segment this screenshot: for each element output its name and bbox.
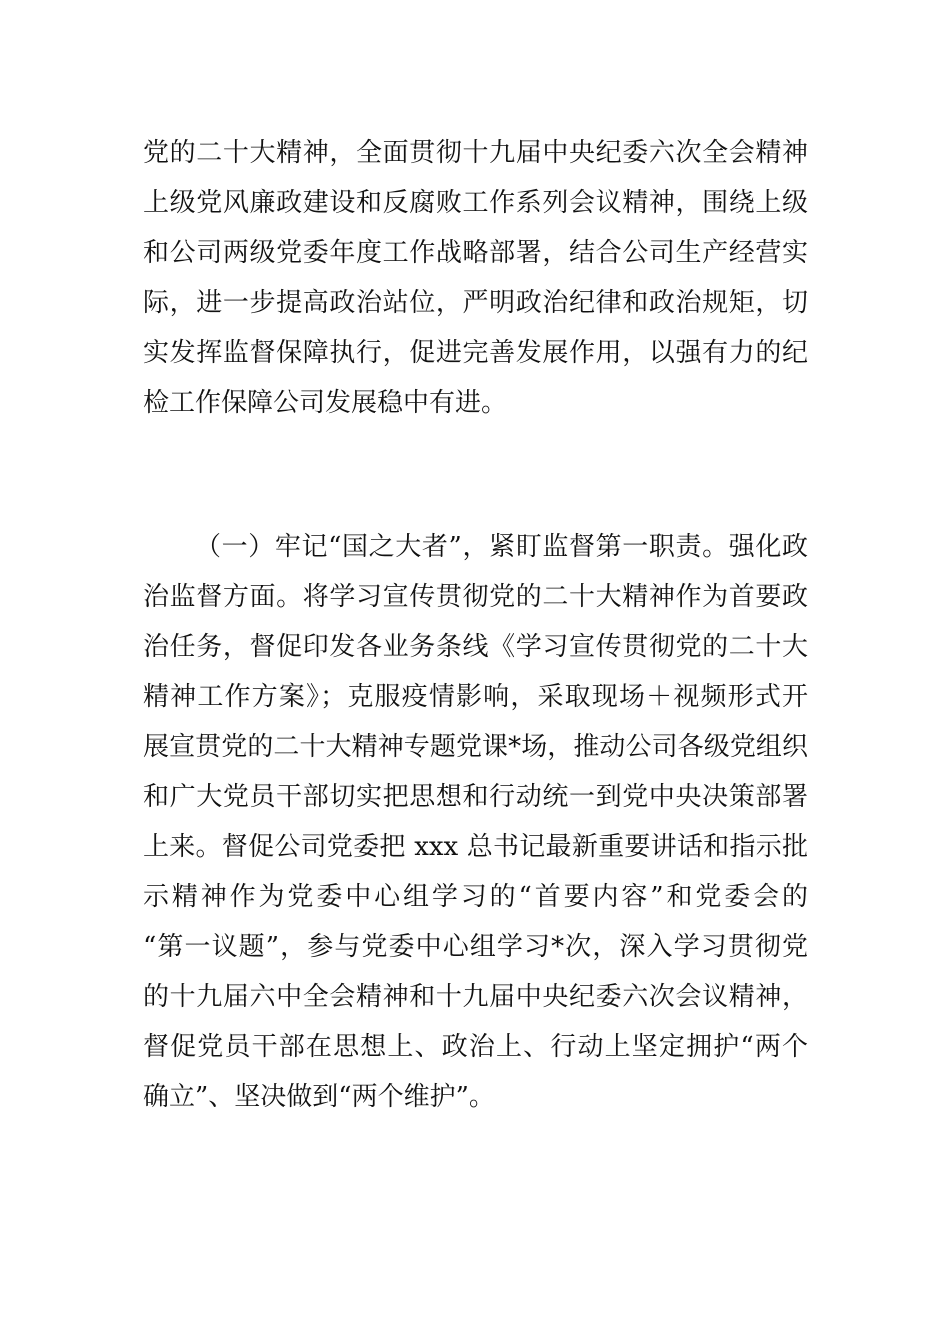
text-line: 检工作保障公司发展稳中有进。 <box>143 388 508 418</box>
paragraph-intro <box>143 128 808 428</box>
text-line: 督促党员干部在思想上、政治上、行动上坚定拥护“两个 <box>143 1032 808 1062</box>
text-line: 治监督方面。将学习宣传贯彻党的二十大精神作为首要政 <box>143 582 808 612</box>
text-line: 的十九届六中全会精神和十九届中央纪委六次会议精神， <box>143 982 808 1012</box>
text-line: 实发挥监督保障执行，促进完善发展作用，以强有力的纪 <box>143 338 808 368</box>
text-line: 治任务，督促印发各业务条线《学习宣传贯彻党的二十大 <box>143 632 808 662</box>
paragraph-section-one <box>143 522 808 1122</box>
text-line: 和公司两级党委年度工作战略部署，结合公司生产经营实 <box>143 238 808 268</box>
text-line: 精神工作方案》；克服疫情影响，采取现场＋视频形式开 <box>143 682 808 712</box>
text-line: 展宣贯党的二十大精神专题党课*场，推动公司各级党组织 <box>143 732 808 762</box>
text-line: 上级党风廉政建设和反腐败工作系列会议精神，围绕上级 <box>143 188 808 218</box>
text-line: 确立”、坚决做到“两个维护”。 <box>143 1082 495 1112</box>
text-line: “第一议题”，参与党委中心组学习*次，深入学习贯彻党 <box>143 932 808 962</box>
text-line: 和广大党员干部切实把思想和行动统一到党中央决策部署 <box>143 782 808 812</box>
section-heading-line: （一）牢记“国之大者”，紧盯监督第一职责。强化政 <box>195 532 808 562</box>
text-line: 际，进一步提高政治站位，严明政治纪律和政治规矩，切 <box>143 288 808 318</box>
text-line: 示精神作为党委中心组学习的“首要内容”和党委会的 <box>143 882 808 912</box>
text-line: 党的二十大精神，全面贯彻十九届中央纪委六次全会精神 <box>143 138 808 168</box>
text-line: 上来。督促公司党委把 xxx 总书记最新重要讲话和指示批 <box>143 832 808 862</box>
